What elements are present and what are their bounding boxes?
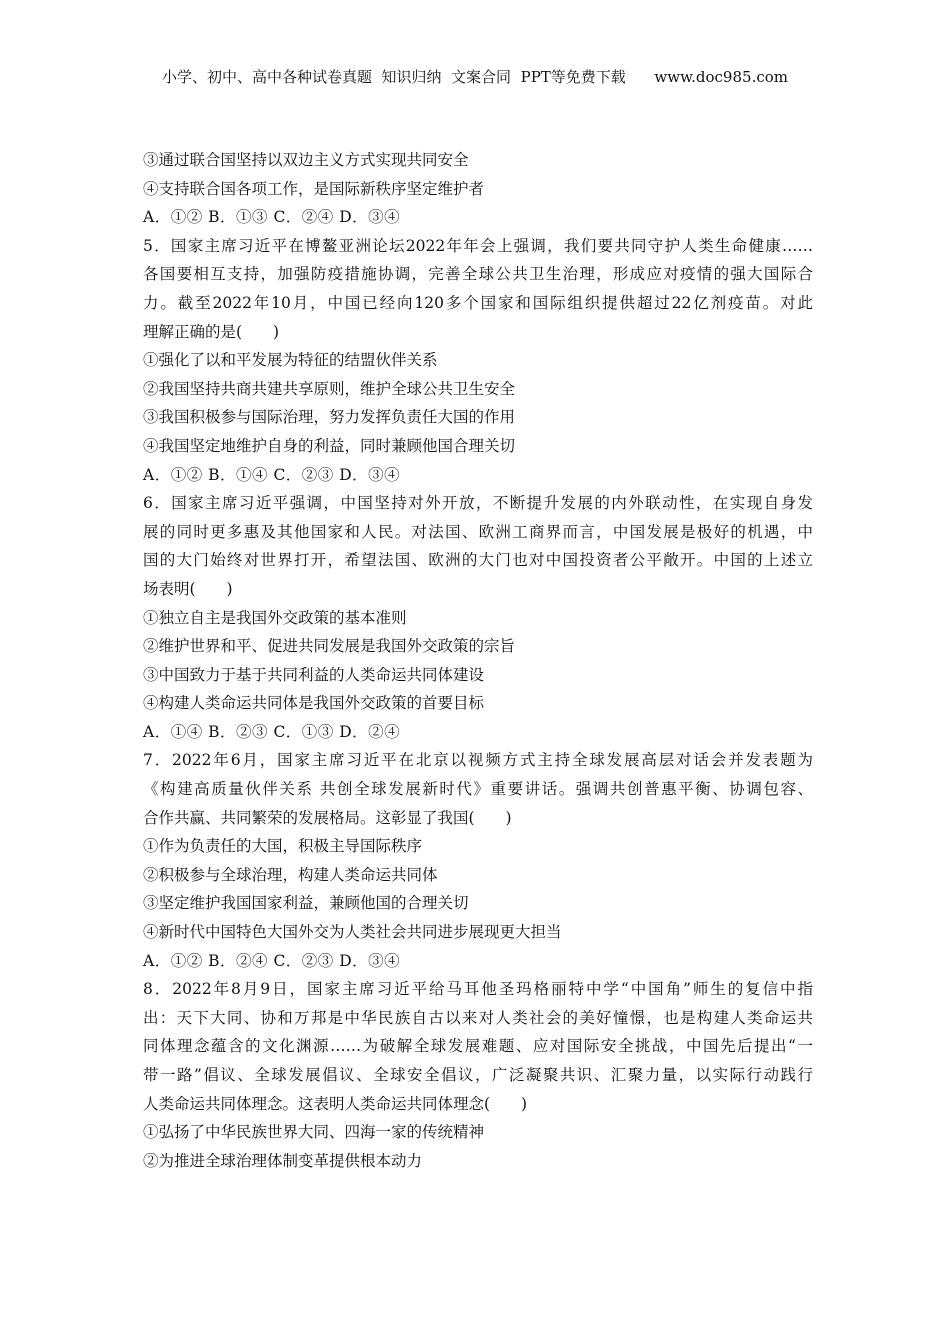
text-line: ①强化了以和平发展为特征的结盟伙伴关系: [143, 351, 438, 370]
text-line: ②维护世界和平、促进共同发展是我国外交政策的宗旨: [143, 637, 516, 656]
text-line: ②我国坚持共商共建共享原则，维护全球公共卫生安全: [143, 379, 516, 398]
text-line: ③坚定维护我国国家利益，兼顾他国的合理关切: [143, 894, 469, 913]
text-line: ③通过联合国坚持以双边主义方式实现共同安全: [143, 151, 469, 169]
text-line: 6．国家主席习近平强调，中国坚持对外开放，不断提升发展的内外联动性，在实现自身发: [143, 494, 813, 513]
text-line: 国的大门始终对世界打开，希望法国、欧洲的大门也对中国投资者公平敞开。中国的上述立: [143, 551, 813, 570]
text-line: A．①④ B．②③ C．①③ D．②④: [143, 722, 401, 741]
text-line: 力。截至2022年10月，中国已经向120多个国家和国际组织提供超过22亿剂疫苗。对此: [143, 293, 813, 312]
text-line: A．①② B．①③ C．②④ D．③④: [143, 208, 401, 227]
text-line: 5．国家主席习近平在博鳌亚洲论坛2022年年会上强调，我们要共同守护人类生命健康……: [143, 236, 813, 255]
text-line: 展的同时更多惠及其他国家和人民。对法国、欧洲工商界而言，中国发展是极好的机遇，中: [143, 522, 813, 541]
text-line: ③中国致力于基于共同利益的人类命运共同体建设: [143, 665, 485, 684]
text-line: A．①② B．①④ C．②③ D．③④: [143, 465, 401, 484]
text-line: A．①② B．②④ C．②③ D．③④: [143, 951, 401, 970]
text-line: ②为推进全球治理体制变革提供根本动力: [143, 1151, 423, 1170]
text-line: ④我国坚定地维护自身的利益，同时兼顾他国合理关切: [143, 436, 516, 455]
text-line: 《构建高质量伙伴关系 共创全球发展新时代》重要讲话。强调共创普惠平衡、协调包容、: [143, 780, 813, 799]
text-line: 人类命运共同体理念。这表明人类命运共同体理念( ): [143, 1094, 528, 1113]
text-line: ④新时代中国特色大国外交为人类社会共同进步展现更大担当: [143, 923, 562, 942]
text-line: ①弘扬了中华民族世界大同、四海一家的传统精神: [143, 1123, 485, 1142]
text-line: ④构建人类命运共同体是我国外交政策的首要目标: [143, 694, 485, 713]
text-line: 理解正确的是( ): [143, 322, 280, 341]
text-line: ④支持联合国各项工作，是国际新秩序坚定维护者: [143, 179, 485, 198]
text-line: 8．2022年8月9日，国家主席习近平给马耳他圣玛格丽特中学“中国角”师生的复信中指: [143, 980, 813, 999]
text-line: ③我国积极参与国际治理，努力发挥负责任大国的作用: [143, 408, 516, 427]
text-line: 各国要相互支持，加强防疫措施协调，完善全球公共卫生治理，形成应对疫情的强大国际合: [143, 265, 813, 284]
text-line: ①作为负责任的大国，积极主导国际秩序: [143, 837, 423, 856]
text-line: 同体理念蕴含的文化渊源……为破解全球发展难题、应对国际安全挑战，中国先后提出“一: [143, 1037, 813, 1056]
text-line: ②积极参与全球治理，构建人类命运共同体: [143, 865, 438, 884]
text-line: 出：天下大同、协和万邦是中华民族自古以来对人类社会的美好憧憬，也是构建人类命运共: [143, 1008, 813, 1027]
page-header: 小学、初中、高中各种试卷真题 知识归纳 文案合同 PPT等免费下载 www.doc985.com: [161, 68, 788, 86]
text-line: 场表明( ): [143, 579, 233, 598]
text-line: ①独立自主是我国外交政策的基本准则: [143, 608, 407, 627]
text-line: 合作共赢、共同繁荣的发展格局。这彰显了我国( ): [143, 808, 512, 827]
document-body: [143, 146, 813, 1175]
text-line: 7．2022年6月，国家主席习近平在北京以视频方式主持全球发展高层对话会并发表题为: [143, 751, 813, 770]
text-line: 带一路”倡议、全球发展倡议、全球安全倡议，广泛凝聚共识、汇聚力量，以实际行动践行: [143, 1066, 813, 1084]
